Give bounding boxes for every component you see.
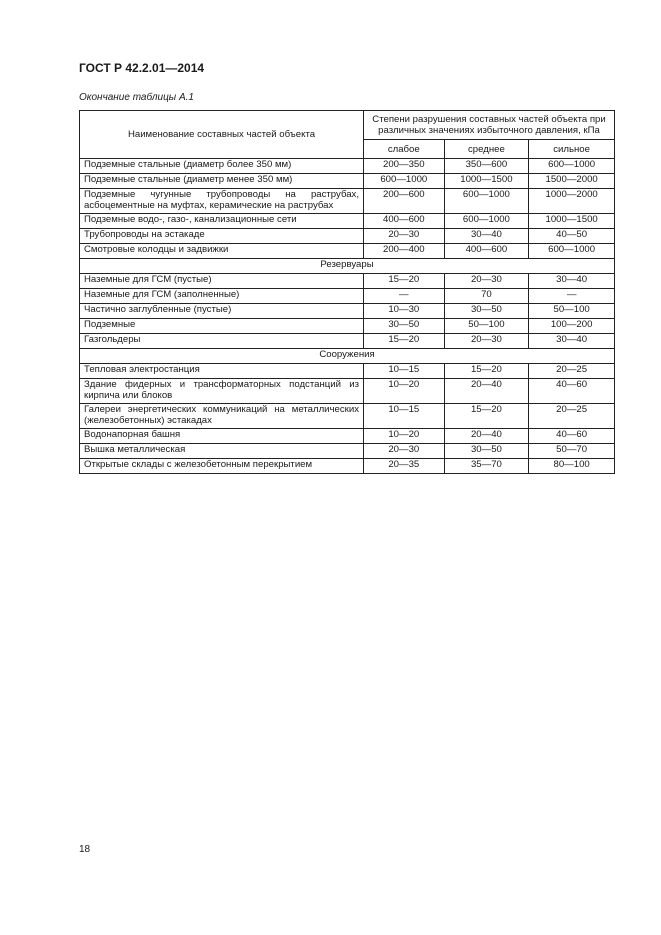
table-row xyxy=(80,364,615,379)
row-name: Здание фидерных и трансформаторных подстанций из кирпича или блоков xyxy=(80,379,364,404)
value-medium: 20—40 xyxy=(444,429,529,444)
value-medium: 350—600 xyxy=(444,159,529,174)
value-strong: — xyxy=(529,289,615,304)
value-strong: 20—25 xyxy=(529,364,615,379)
value-medium: 70 xyxy=(444,289,529,304)
table-row xyxy=(80,304,615,319)
value-medium: 15—20 xyxy=(444,404,529,429)
value-medium: 30—40 xyxy=(444,229,529,244)
value-medium: 30—50 xyxy=(444,444,529,459)
table-row xyxy=(80,404,615,429)
destruction-degree-table xyxy=(79,110,615,474)
value-strong: 1000—1500 xyxy=(529,214,615,229)
document-code: ГОСТ Р 42.2.01—2014 xyxy=(79,61,205,75)
value-strong: 600—1000 xyxy=(529,244,615,259)
table-caption: Окончание таблицы А.1 xyxy=(79,92,194,103)
value-medium: 20—30 xyxy=(444,274,529,289)
value-weak: 20—35 xyxy=(364,459,445,474)
value-weak: 200—400 xyxy=(364,244,445,259)
table-row xyxy=(80,334,615,349)
table-row xyxy=(80,214,615,229)
value-strong: 600—1000 xyxy=(529,159,615,174)
table-row xyxy=(80,289,615,304)
value-strong: 40—50 xyxy=(529,229,615,244)
column-header-weak: слабое xyxy=(364,140,445,159)
value-weak: 20—30 xyxy=(364,444,445,459)
row-name: Трубопроводы на эстакаде xyxy=(80,229,364,244)
value-medium: 600—1000 xyxy=(444,214,529,229)
value-medium: 30—50 xyxy=(444,304,529,319)
value-medium: 600—1000 xyxy=(444,189,529,214)
value-strong: 50—70 xyxy=(529,444,615,459)
value-strong: 1000—2000 xyxy=(529,189,615,214)
row-name: Частично заглубленные (пустые) xyxy=(80,304,364,319)
value-medium: 1000—1500 xyxy=(444,174,529,189)
row-name: Подземные стальные (диаметр менее 350 мм) xyxy=(80,174,364,189)
table-header-row xyxy=(80,111,615,140)
value-weak: 200—350 xyxy=(364,159,445,174)
value-weak: — xyxy=(364,289,445,304)
value-strong: 30—40 xyxy=(529,334,615,349)
value-strong: 40—60 xyxy=(529,379,615,404)
value-strong: 50—100 xyxy=(529,304,615,319)
table-row xyxy=(80,459,615,474)
row-name: Открытые склады с железобетонным перекрытием xyxy=(80,459,364,474)
section-row-structures xyxy=(80,349,615,364)
table-row xyxy=(80,189,615,214)
value-medium: 400—600 xyxy=(444,244,529,259)
table-row xyxy=(80,229,615,244)
value-medium: 35—70 xyxy=(444,459,529,474)
value-weak: 15—20 xyxy=(364,274,445,289)
row-name: Подземные чугунные трубопроводы на раструбах, асбоцементные на муфтах, керамические на раструбах xyxy=(80,189,364,214)
column-header-name: Наименование составных частей объекта xyxy=(80,111,364,159)
table-row xyxy=(80,159,615,174)
table-row xyxy=(80,174,615,189)
value-weak: 10—20 xyxy=(364,429,445,444)
row-name: Тепловая электростанция xyxy=(80,364,364,379)
table-row xyxy=(80,274,615,289)
column-header-strong: сильное xyxy=(529,140,615,159)
table-row xyxy=(80,444,615,459)
row-name: Подземные стальные (диаметр более 350 мм) xyxy=(80,159,364,174)
value-strong: 80—100 xyxy=(529,459,615,474)
row-name: Галереи энергетических коммуникаций на металлических (железобетонных) эстакадах xyxy=(80,404,364,429)
value-weak: 30—50 xyxy=(364,319,445,334)
value-strong: 40—60 xyxy=(529,429,615,444)
value-strong: 20—25 xyxy=(529,404,615,429)
value-medium: 20—40 xyxy=(444,379,529,404)
row-name: Вышка металлическая xyxy=(80,444,364,459)
row-name: Подземные водо-, газо-, канализационные сети xyxy=(80,214,364,229)
section-row-reservoirs xyxy=(80,259,615,274)
row-name: Газгольдеры xyxy=(80,334,364,349)
row-name: Смотровые колодцы и задвижки xyxy=(80,244,364,259)
table-row xyxy=(80,319,615,334)
column-header-group: Степени разрушения составных частей объекта при различных значениях избыточного давления, кПа xyxy=(364,111,615,140)
row-name: Наземные для ГСМ (заполненные) xyxy=(80,289,364,304)
value-weak: 10—15 xyxy=(364,404,445,429)
value-weak: 600—1000 xyxy=(364,174,445,189)
column-header-medium: среднее xyxy=(444,140,529,159)
value-strong: 30—40 xyxy=(529,274,615,289)
value-weak: 400—600 xyxy=(364,214,445,229)
section-title-structures: Сооружения xyxy=(80,349,615,364)
value-weak: 10—15 xyxy=(364,364,445,379)
value-weak: 10—30 xyxy=(364,304,445,319)
value-weak: 10—20 xyxy=(364,379,445,404)
value-strong: 100—200 xyxy=(529,319,615,334)
table-row xyxy=(80,429,615,444)
value-medium: 20—30 xyxy=(444,334,529,349)
value-strong: 1500—2000 xyxy=(529,174,615,189)
page-number: 18 xyxy=(79,844,91,855)
table-row xyxy=(80,244,615,259)
value-weak: 15—20 xyxy=(364,334,445,349)
row-name: Водонапорная башня xyxy=(80,429,364,444)
row-name: Наземные для ГСМ (пустые) xyxy=(80,274,364,289)
value-weak: 20—30 xyxy=(364,229,445,244)
row-name: Подземные xyxy=(80,319,364,334)
section-title-reservoirs: Резервуары xyxy=(80,259,615,274)
value-medium: 15—20 xyxy=(444,364,529,379)
value-medium: 50—100 xyxy=(444,319,529,334)
table-row xyxy=(80,379,615,404)
value-weak: 200—600 xyxy=(364,189,445,214)
